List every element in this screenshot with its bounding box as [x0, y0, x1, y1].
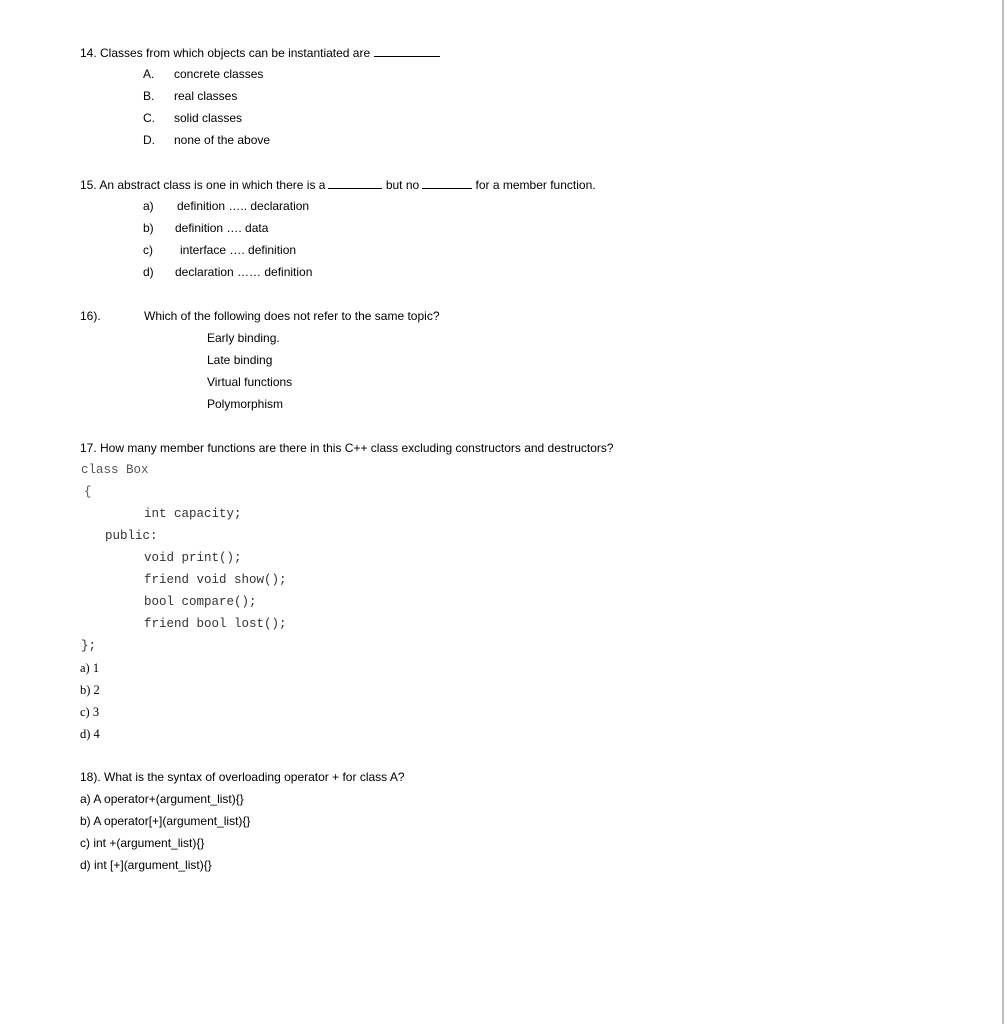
code-line: { [84, 485, 92, 499]
answer-blank [328, 177, 382, 189]
q14-option-letter: C. [143, 111, 155, 125]
q17-option: b) 2 [80, 683, 100, 697]
answer-blank [374, 45, 440, 57]
q15-option-text: interface …. definition [180, 243, 297, 257]
q14-stem: 14. Classes from which objects can be instantiated are [80, 45, 440, 60]
q15-option-letter: d) [143, 265, 154, 279]
code-line: void print(); [144, 551, 242, 565]
code-line: public: [105, 529, 158, 543]
q16-stem: Which of the following does not refer to the same topic? [144, 309, 440, 323]
q18-stem: 18). What is the syntax of overloading operator + for class A? [80, 770, 405, 784]
q18-option: b) A operator[+](argument_list){} [80, 814, 251, 828]
q17-option: c) 3 [80, 705, 100, 719]
q17-option: a) 1 [80, 661, 100, 675]
q15-option-letter: a) [143, 199, 154, 213]
q14-option-text: concrete classes [174, 67, 264, 81]
code-line: }; [81, 639, 97, 653]
q16-option: Late binding [207, 353, 273, 367]
q14-option-letter: D. [143, 133, 155, 147]
q15-stem: 15. An abstract class is one in which there is a but no for a member function. [80, 178, 596, 192]
code-line: int capacity; [144, 507, 242, 521]
q17-option: d) 4 [80, 727, 100, 741]
q16-number: 16). [80, 309, 101, 323]
q14-option-letter: B. [143, 89, 155, 103]
code-line: friend void show(); [144, 573, 287, 587]
q14-option-text: none of the above [174, 133, 271, 147]
code-line: bool compare(); [144, 595, 257, 609]
q16-option: Virtual functions [207, 375, 293, 389]
q14-option-letter: A. [143, 67, 155, 81]
q15-option-text: declaration …… definition [175, 265, 313, 279]
q15-option-text: definition …. data [175, 221, 269, 235]
code-line: friend bool lost(); [144, 617, 287, 631]
answer-blank [422, 177, 472, 189]
code-line: class Box [81, 463, 149, 477]
q18-option: a) A operator+(argument_list){} [80, 792, 244, 806]
q17-stem: 17. How many member functions are there in this C++ class excluding constructors and destructors? [80, 441, 614, 455]
q14-option-text: real classes [174, 89, 238, 103]
q16-option: Polymorphism [207, 397, 284, 411]
q14-option-text: solid classes [174, 111, 243, 125]
q15-option-letter: c) [143, 243, 153, 257]
q18-option: c) int +(argument_list){} [80, 836, 205, 850]
q18-option: d) int [+](argument_list){} [80, 858, 212, 872]
q15-option-text: definition ….. declaration [177, 199, 310, 213]
q16-option: Early binding. [207, 331, 280, 345]
q15-option-letter: b) [143, 221, 154, 235]
